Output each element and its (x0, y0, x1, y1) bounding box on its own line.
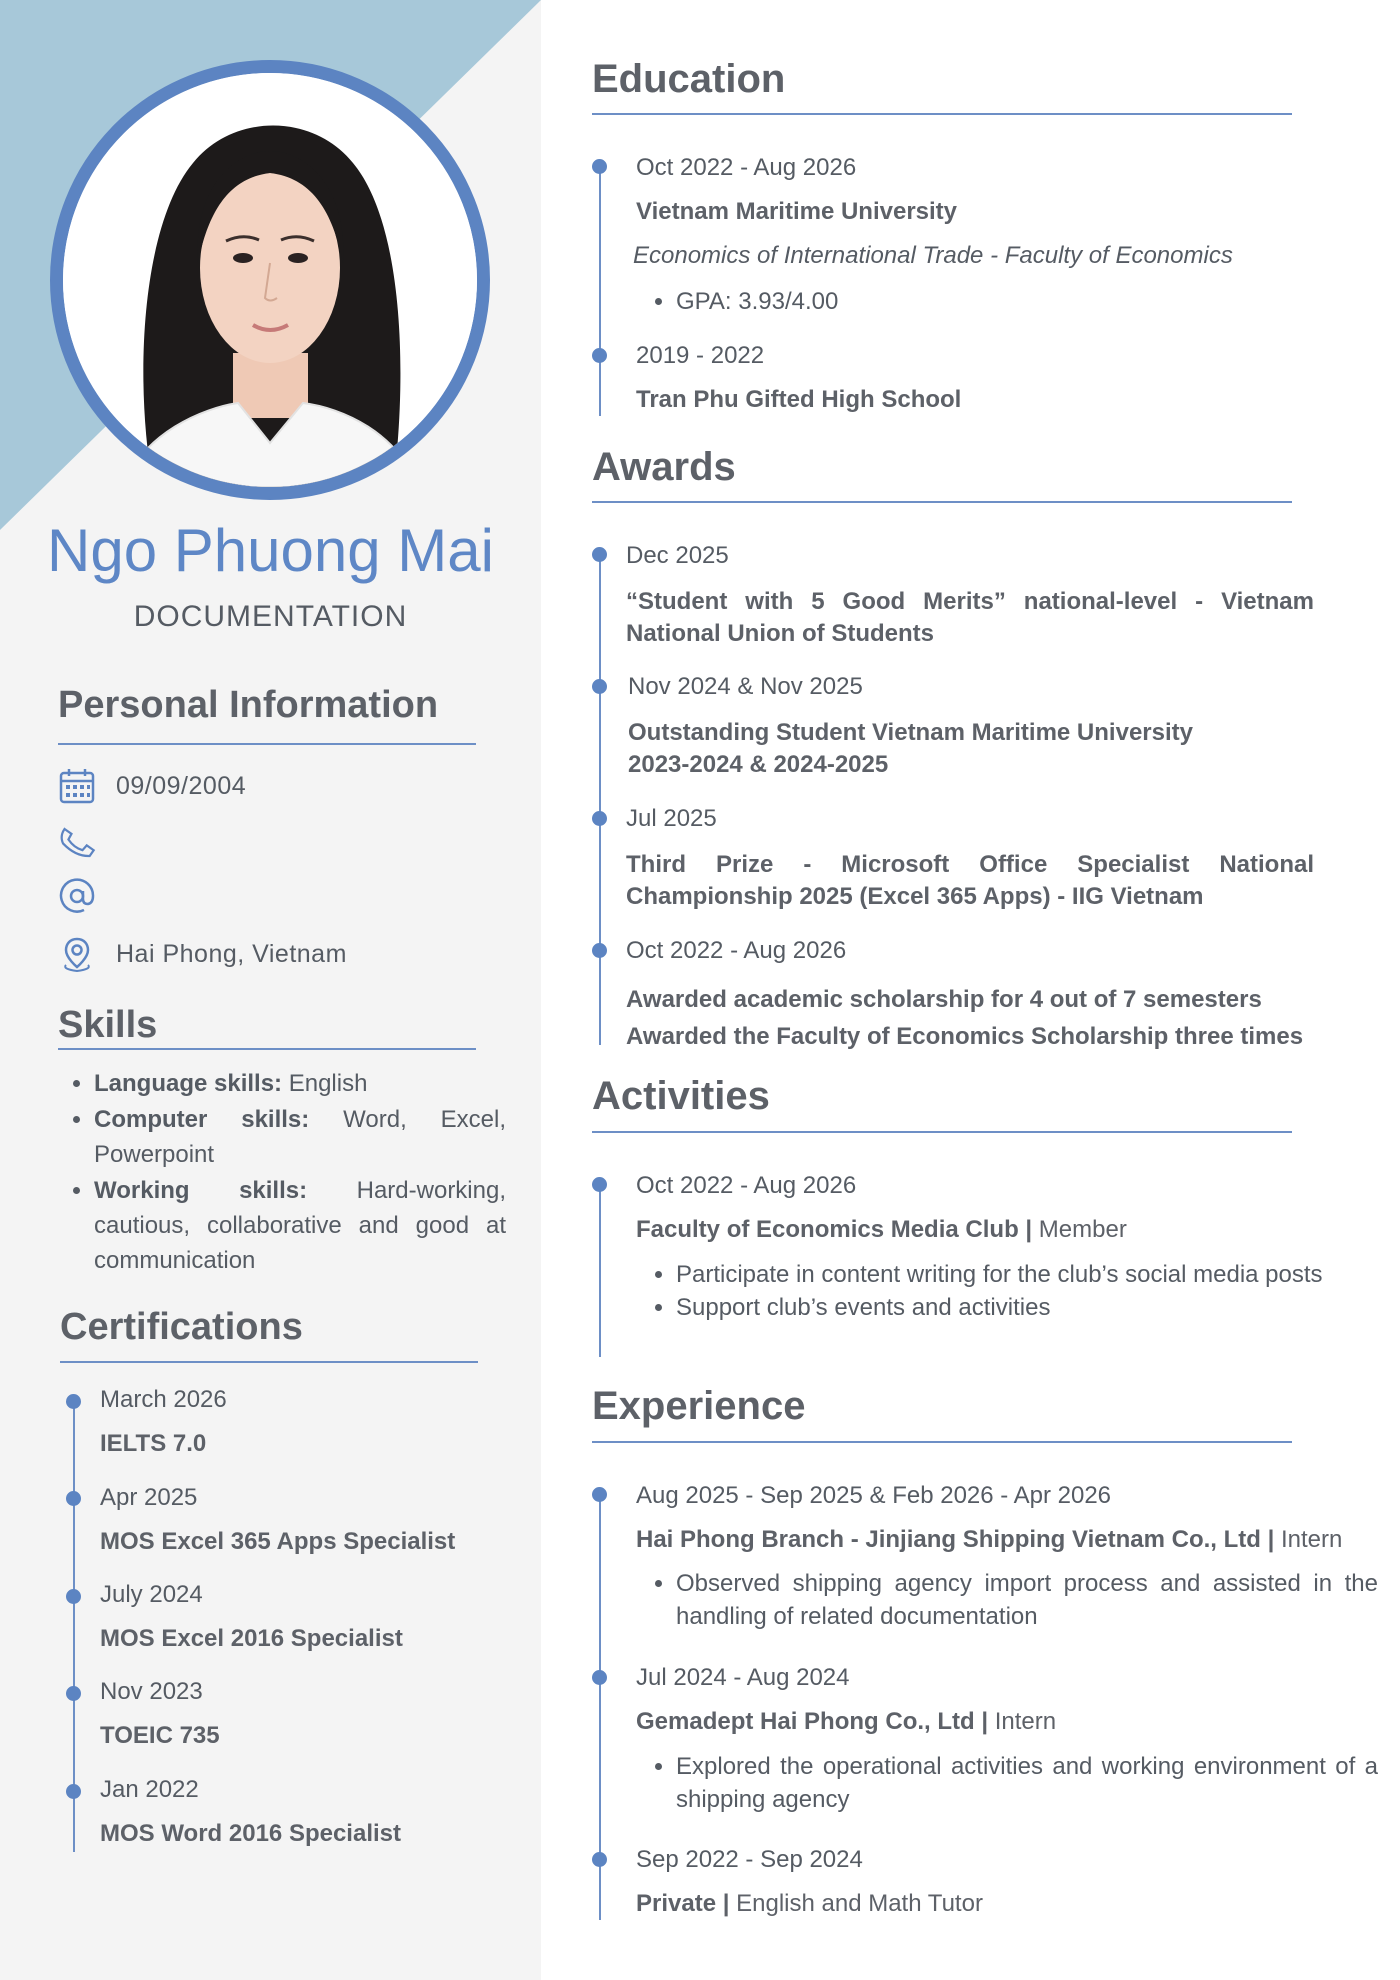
cert-date: Nov 2023 (100, 1678, 203, 1705)
personal-info-heading: Personal Information (58, 684, 439, 726)
timeline-dot (592, 1852, 607, 1867)
cert-title: IELTS 7.0 (100, 1430, 207, 1457)
education-school: Tran Phu Gifted High School (636, 386, 962, 413)
education-heading: Education (592, 57, 786, 101)
education-rule (592, 113, 1292, 115)
skills-heading: Skills (58, 1004, 158, 1046)
experience-heading: Experience (592, 1384, 806, 1428)
experience-org: Private | English and Math Tutor (636, 1890, 983, 1917)
skill-item: • Language skills: English (94, 1066, 506, 1101)
phone-icon (58, 823, 96, 861)
experience-bullet: • Explored the operational activities and working environment of a shipping agency (676, 1750, 1378, 1816)
cert-date: July 2024 (100, 1581, 203, 1608)
education-school: Vietnam Maritime University (636, 198, 958, 225)
cert-date: March 2026 (100, 1386, 227, 1413)
birthday-text: 09/09/2004 (116, 771, 247, 800)
award-date: Jul 2025 (626, 805, 717, 832)
education-date: Oct 2022 - Aug 2026 (636, 154, 857, 181)
activities-timeline (599, 1185, 601, 1357)
skill-item: • Working skills: Hard-working, cautious, collaborative and good at communication (94, 1173, 506, 1278)
profile-photo (50, 60, 490, 500)
cert-title: TOEIC 735 (100, 1722, 220, 1749)
activities-heading: Activities (592, 1074, 770, 1118)
certifications-rule (60, 1361, 478, 1363)
experience-bullets (636, 1750, 1378, 1816)
awards-heading: Awards (592, 445, 736, 489)
awards-timeline (599, 555, 601, 1045)
timeline-dot (66, 1686, 81, 1701)
activities-rule (592, 1131, 1292, 1133)
skills-list (64, 1066, 506, 1279)
timeline-dot (592, 679, 607, 694)
calendar-icon (58, 767, 96, 805)
timeline-dot (592, 811, 607, 826)
award-title: “Student with 5 Good Merits” national-level - Vietnam National Union of Students (626, 588, 1314, 647)
candidate-name: Ngo Phuong Mai (47, 517, 494, 584)
award-date: Dec 2025 (626, 542, 729, 569)
timeline-dot (66, 1491, 81, 1506)
location-row (58, 934, 498, 974)
education-timeline (599, 160, 601, 416)
activity-bullet: • Participate in content writing for the club’s social media posts (676, 1258, 1352, 1291)
experience-bullets (636, 1567, 1378, 1633)
timeline-dot (592, 348, 607, 363)
candidate-role: DOCUMENTATION (133, 600, 408, 633)
experience-date: Jul 2024 - Aug 2024 (636, 1664, 850, 1691)
location-text: Hai Phong, Vietnam (116, 939, 347, 968)
skill-item: • Computer skills: Word, Excel, Powerpoint (94, 1102, 506, 1172)
location-pin-icon (58, 935, 96, 973)
skills-rule (58, 1048, 476, 1050)
cert-title: MOS Excel 365 Apps Specialist (100, 1528, 456, 1555)
phone-row (58, 822, 498, 862)
cert-title: MOS Excel 2016 Specialist (100, 1625, 403, 1652)
birthday-row (58, 766, 498, 806)
experience-org: Hai Phong Branch - Jinjiang Shipping Vietnam Co., Ltd | Intern (636, 1526, 1343, 1553)
education-bullets (636, 285, 1316, 318)
award-title: Outstanding Student Vietnam Maritime University 2023-2024 & 2024-2025 (628, 719, 1193, 778)
certifications-heading: Certifications (60, 1306, 303, 1348)
awards-rule (592, 501, 1292, 503)
experience-bullet: • Observed shipping agency import process and assisted in the handling of related documentation (676, 1567, 1378, 1633)
timeline-dot (66, 1589, 81, 1604)
timeline-dot (66, 1784, 81, 1799)
activity-bullets (636, 1258, 1352, 1324)
timeline-dot (592, 1487, 607, 1502)
education-bullet: • GPA: 3.93/4.00 (676, 285, 1316, 318)
email-row (58, 876, 498, 916)
activity-bullet: • Support club’s events and activities (676, 1291, 1352, 1324)
left-sidebar (0, 0, 541, 1980)
cert-title: MOS Word 2016 Specialist (100, 1820, 401, 1847)
timeline-dot (592, 159, 607, 174)
personal-info-rule (58, 743, 476, 745)
timeline-dot (592, 1177, 607, 1192)
experience-rule (592, 1441, 1292, 1443)
timeline-dot (66, 1394, 81, 1409)
cert-date: Apr 2025 (100, 1484, 198, 1511)
activity-org: Faculty of Economics Media Club | Member (636, 1216, 1127, 1243)
timeline-dot (592, 943, 607, 958)
activity-date: Oct 2022 - Aug 2026 (636, 1172, 857, 1199)
award-date: Oct 2022 - Aug 2026 (626, 937, 847, 964)
education-major: Economics of International Trade - Faculty of Economics (633, 242, 1233, 269)
experience-date: Sep 2022 - Sep 2024 (636, 1846, 863, 1873)
education-date: 2019 - 2022 (636, 342, 765, 369)
cert-date: Jan 2022 (100, 1776, 199, 1803)
award-title: Third Prize - Microsoft Office Specialist National Championship 2025 (Excel 365 Apps) - IIG Vietnam (626, 851, 1314, 910)
experience-org: Gemadept Hai Phong Co., Ltd | Intern (636, 1708, 1057, 1735)
award-title: Awarded academic scholarship for 4 out of 7 semesters Awarded the Faculty of Economics Scholarship three times (626, 986, 1304, 1050)
timeline-dot (592, 547, 607, 562)
award-date: Nov 2024 & Nov 2025 (628, 673, 863, 700)
experience-date: Aug 2025 - Sep 2025 & Feb 2026 - Apr 2026 (636, 1482, 1112, 1509)
timeline-dot (592, 1670, 607, 1685)
at-sign-icon (58, 877, 96, 915)
